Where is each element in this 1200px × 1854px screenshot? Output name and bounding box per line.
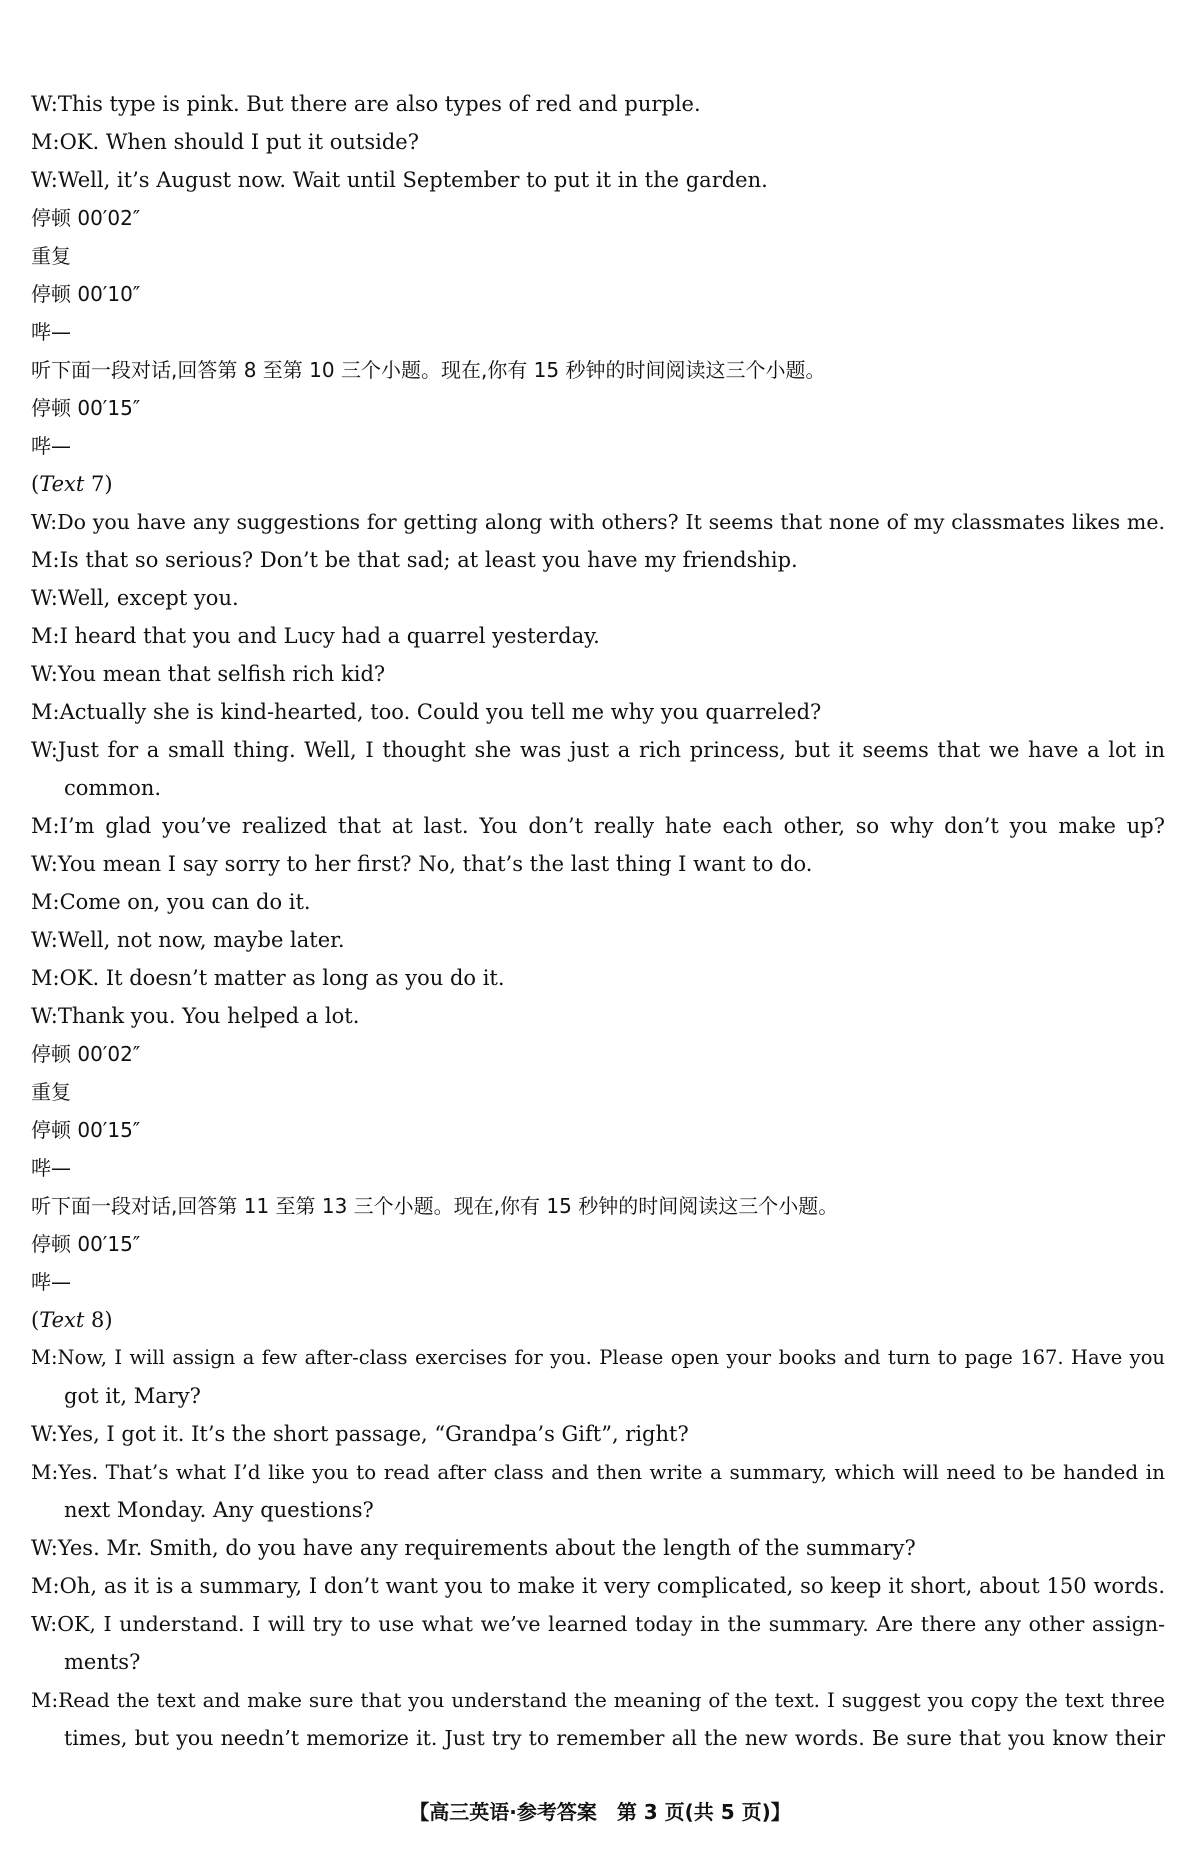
beep-instruction: 哔—: [31, 1270, 71, 1294]
dialogue-line: W:Just for a small thing. Well, I thought she was just a rich princess, but it seems that we have a lot in: [31, 738, 1165, 762]
listening-instruction: 听下面一段对话,回答第 8 至第 10 三个小题。现在,你有 15 秒钟的时间阅读这三个小题。: [31, 358, 826, 382]
text-heading: [31, 1301, 1165, 1339]
dialogue-line: M:Is that so serious? Don’t be that sad; at least you have my friendship.: [31, 548, 798, 572]
text-heading-open: (: [31, 472, 40, 496]
text-heading-open: (: [31, 1308, 40, 1332]
dialogue-line: W:Do you have any suggestions for getting along with others? It seems that none of my classmates likes me.: [31, 510, 1165, 534]
beep-instruction: 哔—: [31, 320, 71, 344]
beep-instruction: 哔—: [31, 1156, 71, 1180]
text-heading-number: 8): [84, 1308, 113, 1332]
pause-instruction: 停顿 00′15″: [31, 1118, 141, 1142]
dialogue-line-continued: common.: [64, 776, 162, 800]
dialogue-line: W:Well, except you.: [31, 586, 239, 610]
dialogue-line: M:Come on, you can do it.: [31, 890, 311, 914]
repeat-instruction: 重复: [31, 1080, 71, 1104]
dialogue-line: W:Well, not now, maybe later.: [31, 928, 345, 952]
text-heading-number: 7): [84, 472, 113, 496]
pause-instruction: 停顿 00′15″: [31, 396, 141, 420]
dialogue-line-continued: got it, Mary?: [64, 1384, 201, 1408]
dialogue-line: M:Now, I will assign a few after-class exercises for you. Please open your books and turn to page 167. Have you: [31, 1346, 1165, 1369]
dialogue-line: W:You mean I say sorry to her first? No, that’s the last thing I want to do.: [31, 852, 813, 876]
dialogue-line: W:Yes. Mr. Smith, do you have any requirements about the length of the summary?: [31, 1536, 916, 1560]
dialogue-line-continued: next Monday. Any questions?: [64, 1498, 374, 1522]
page-footer: 【高三英语·参考答案 第 3 页(共 5 页)】: [409, 1800, 791, 1824]
dialogue-line: W:OK, I understand. I will try to use what we’ve learned today in the summary. Are there any other assign-: [31, 1612, 1165, 1636]
dialogue-line: M:Oh, as it is a summary, I don’t want you to make it very complicated, so keep it short, about 150 words.: [31, 1574, 1165, 1598]
dialogue-line: M:Actually she is kind-hearted, too. Could you tell me why you quarreled?: [31, 700, 822, 724]
dialogue-line: M:Read the text and make sure that you understand the meaning of the text. I suggest you copy the text three: [31, 1688, 1165, 1712]
text-heading: [31, 465, 1165, 503]
pause-instruction: 停顿 00′02″: [31, 1042, 141, 1066]
repeat-instruction: 重复: [31, 244, 71, 268]
dialogue-line: M:I heard that you and Lucy had a quarrel yesterday.: [31, 624, 600, 648]
beep-instruction: 哔—: [31, 434, 71, 458]
dialogue-line: M:OK. When should I put it outside?: [31, 130, 419, 154]
pause-instruction: 停顿 00′15″: [31, 1232, 141, 1256]
dialogue-line: W:Thank you. You helped a lot.: [31, 1004, 360, 1028]
dialogue-line: W:Yes, I got it. It’s the short passage, “Grandpa’s Gift”, right?: [31, 1422, 689, 1446]
listening-instruction: 听下面一段对话,回答第 11 至第 13 三个小题。现在,你有 15 秒钟的时间阅读这三个小题。: [31, 1194, 839, 1218]
text-heading-label: Text: [39, 1308, 85, 1332]
dialogue-line: W:You mean that selfish rich kid?: [31, 662, 386, 686]
pause-instruction: 停顿 00′10″: [31, 282, 141, 306]
document-body: [31, 85, 1165, 1757]
dialogue-line-continued: ments?: [64, 1650, 141, 1674]
pause-instruction: 停顿 00′02″: [31, 206, 141, 230]
dialogue-line-continued: times, but you needn’t memorize it. Just try to remember all the new words. Be sure that you know their: [64, 1726, 1165, 1750]
dialogue-line: W:This type is pink. But there are also types of red and purple.: [31, 92, 701, 116]
text-heading-label: Text: [39, 472, 85, 496]
dialogue-line: M:OK. It doesn’t matter as long as you do it.: [31, 966, 505, 990]
dialogue-line: M:Yes. That’s what I’d like you to read after class and then write a summary, which will need to be handed in: [31, 1460, 1165, 1484]
dialogue-line: W:Well, it’s August now. Wait until September to put it in the garden.: [31, 168, 768, 192]
dialogue-line: M:I’m glad you’ve realized that at last. You don’t really hate each other, so why don’t you make up?: [31, 814, 1165, 838]
